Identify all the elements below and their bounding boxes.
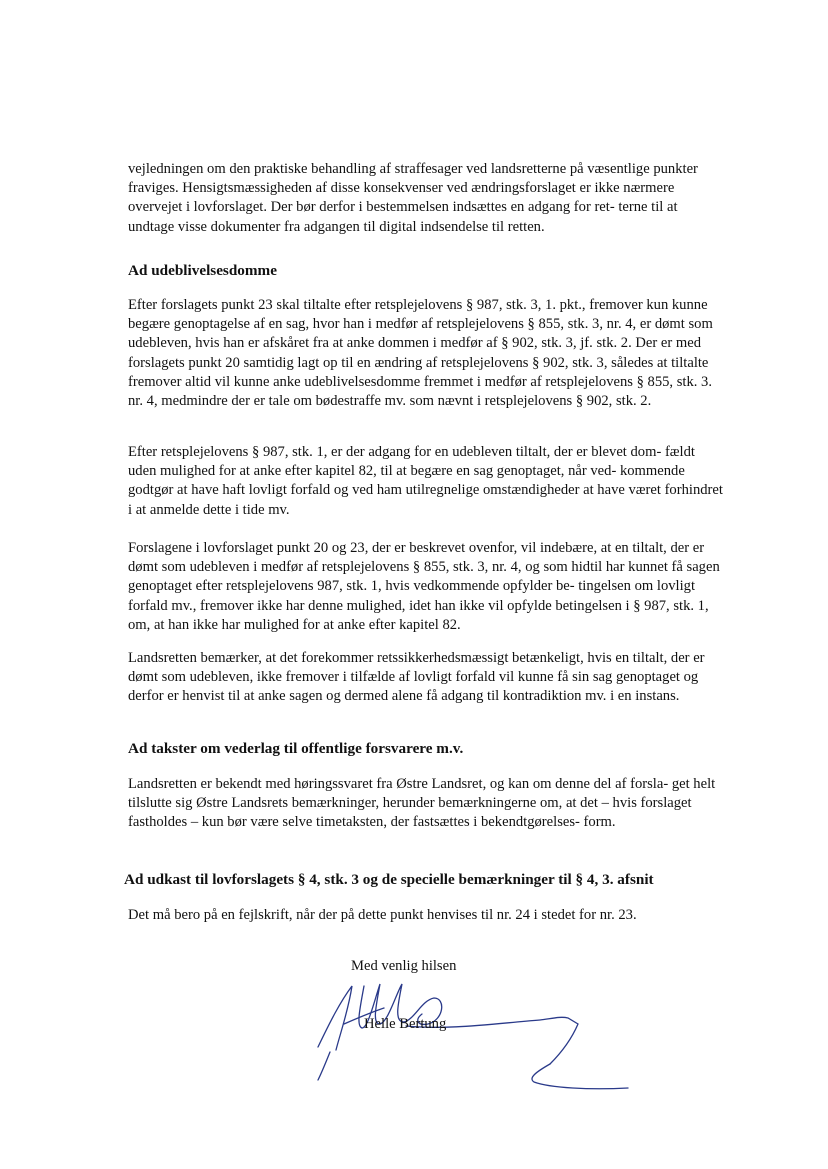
heading-takster-vederlag: Ad takster om vederlag til offentlige forsvarere m.v. [128,740,464,757]
paragraph-digital-submission: vejledningen om den praktiske behandling af straffesager ved landsretterne på væsentlige punkter fraviges. Hensigtsmæssigheden af disse konsekvenser ved ændringsforslaget er ikke nærmere overvejet i lovforslaget. Der bør derfor i bestemmelsen indsættes en adgang for ret- terne til at undtage visse dokumenter fra adgangen til digital indsendelse til retten. [128,161,698,235]
handwritten-signature [310,972,630,1092]
heading-lovforslag-paragraf-4: Ad udkast til lovforslagets § 4, stk. 3 og de specielle bemærkninger til § 4, 3. afsnit [124,871,654,888]
signer-name: Helle Bertung [364,1016,447,1032]
paragraph-retsplejelov-987: Efter retsplejelovens § 987, stk. 1, er der adgang for en udebleven tiltalt, der er blevet dom- fældt uden mulighed for at anke efter kapitel 82, til at begære en sag genoptaget, når ved- kommende godtgør at have haft lovligt forfald og ved ham utilregnelige omstændigheder at have været forhindret i at anmelde dette i tide mv. [128,444,723,518]
paragraph-forslag-punkt-23: Efter forslagets punkt 23 skal tiltalte efter retsplejelovens § 987, stk. 3, 1. pkt., fremover kun kunne begære genoptagelse af en sag, hvor han i medfør af retsplejelovens § 855, stk. 3, nr. 4, er dømt som udebleven, hvis han er afskåret fra at anke dommen i medfør af § 902, stk. 3, jf. stk. 2. Der er med forslagets punkt 20 samtidig lagt op til en ændring af retsplejelovens § 902, stk. 3, således at tiltalte fremover altid vil kunne anke udeblivelsesdomme fremmet i medfør af retsplejelovens § 855, stk. 3. nr. 4, medmindre der er tale om bødestraffe mv. som nævnt i retsplejelovens § 902, stk. 2. [128,297,713,410]
paragraph-hoeringssvar: Landsretten er bekendt med høringssvaret fra Østre Landsret, og kan om denne del af forsla- get helt tilslutte sig Østre Landsrets bemærkninger, herunder bemærkningerne om, at det – hvis forslaget fastholdes – kun bør være selve timetaksten, der fastsættes i bekendtgørelses- form. [128,776,716,831]
paragraph-landsret-bemaerker: Landsretten bemærker, at det forekommer retssikkerhedsmæssigt betænkeligt, hvis en tiltalt, der er dømt som udebleven, ikke fremover i tilfælde af lovligt forfald vil kunne få sin sag genoptaget og derfor er henvist til at anke sagen og dermed alene få adgang til kontradiktion mv. i en instans. [128,650,705,705]
heading-udeblivelsesdomme: Ad udeblivelsesdomme [128,262,277,279]
paragraph-forslag-20-og-23: Forslagene i lovforslaget punkt 20 og 23, der er beskrevet ovenfor, vil indebære, at en tiltalt, der er dømt som udebleven i medfør af retsplejelovens § 855, stk. 3, nr. 4, og som hidtil har kunnet få sagen genoptaget efter retsplejelovens 987, stk. 1, hvis vedkommende opfylder be- tingelsen om lovligt forfald mv., fremover ikke har denne mulighed, idet han ikke vil opfylde betingelsen i § 987, stk. 1, om, at han ikke har mulighed for at anke efter kapitel 82. [128,540,720,633]
paragraph-fejlskrift: Det må bero på en fejlskrift, når der på dette punkt henvises til nr. 24 i stedet for nr. 23. [128,907,637,923]
closing-salutation: Med venlig hilsen [351,958,457,974]
